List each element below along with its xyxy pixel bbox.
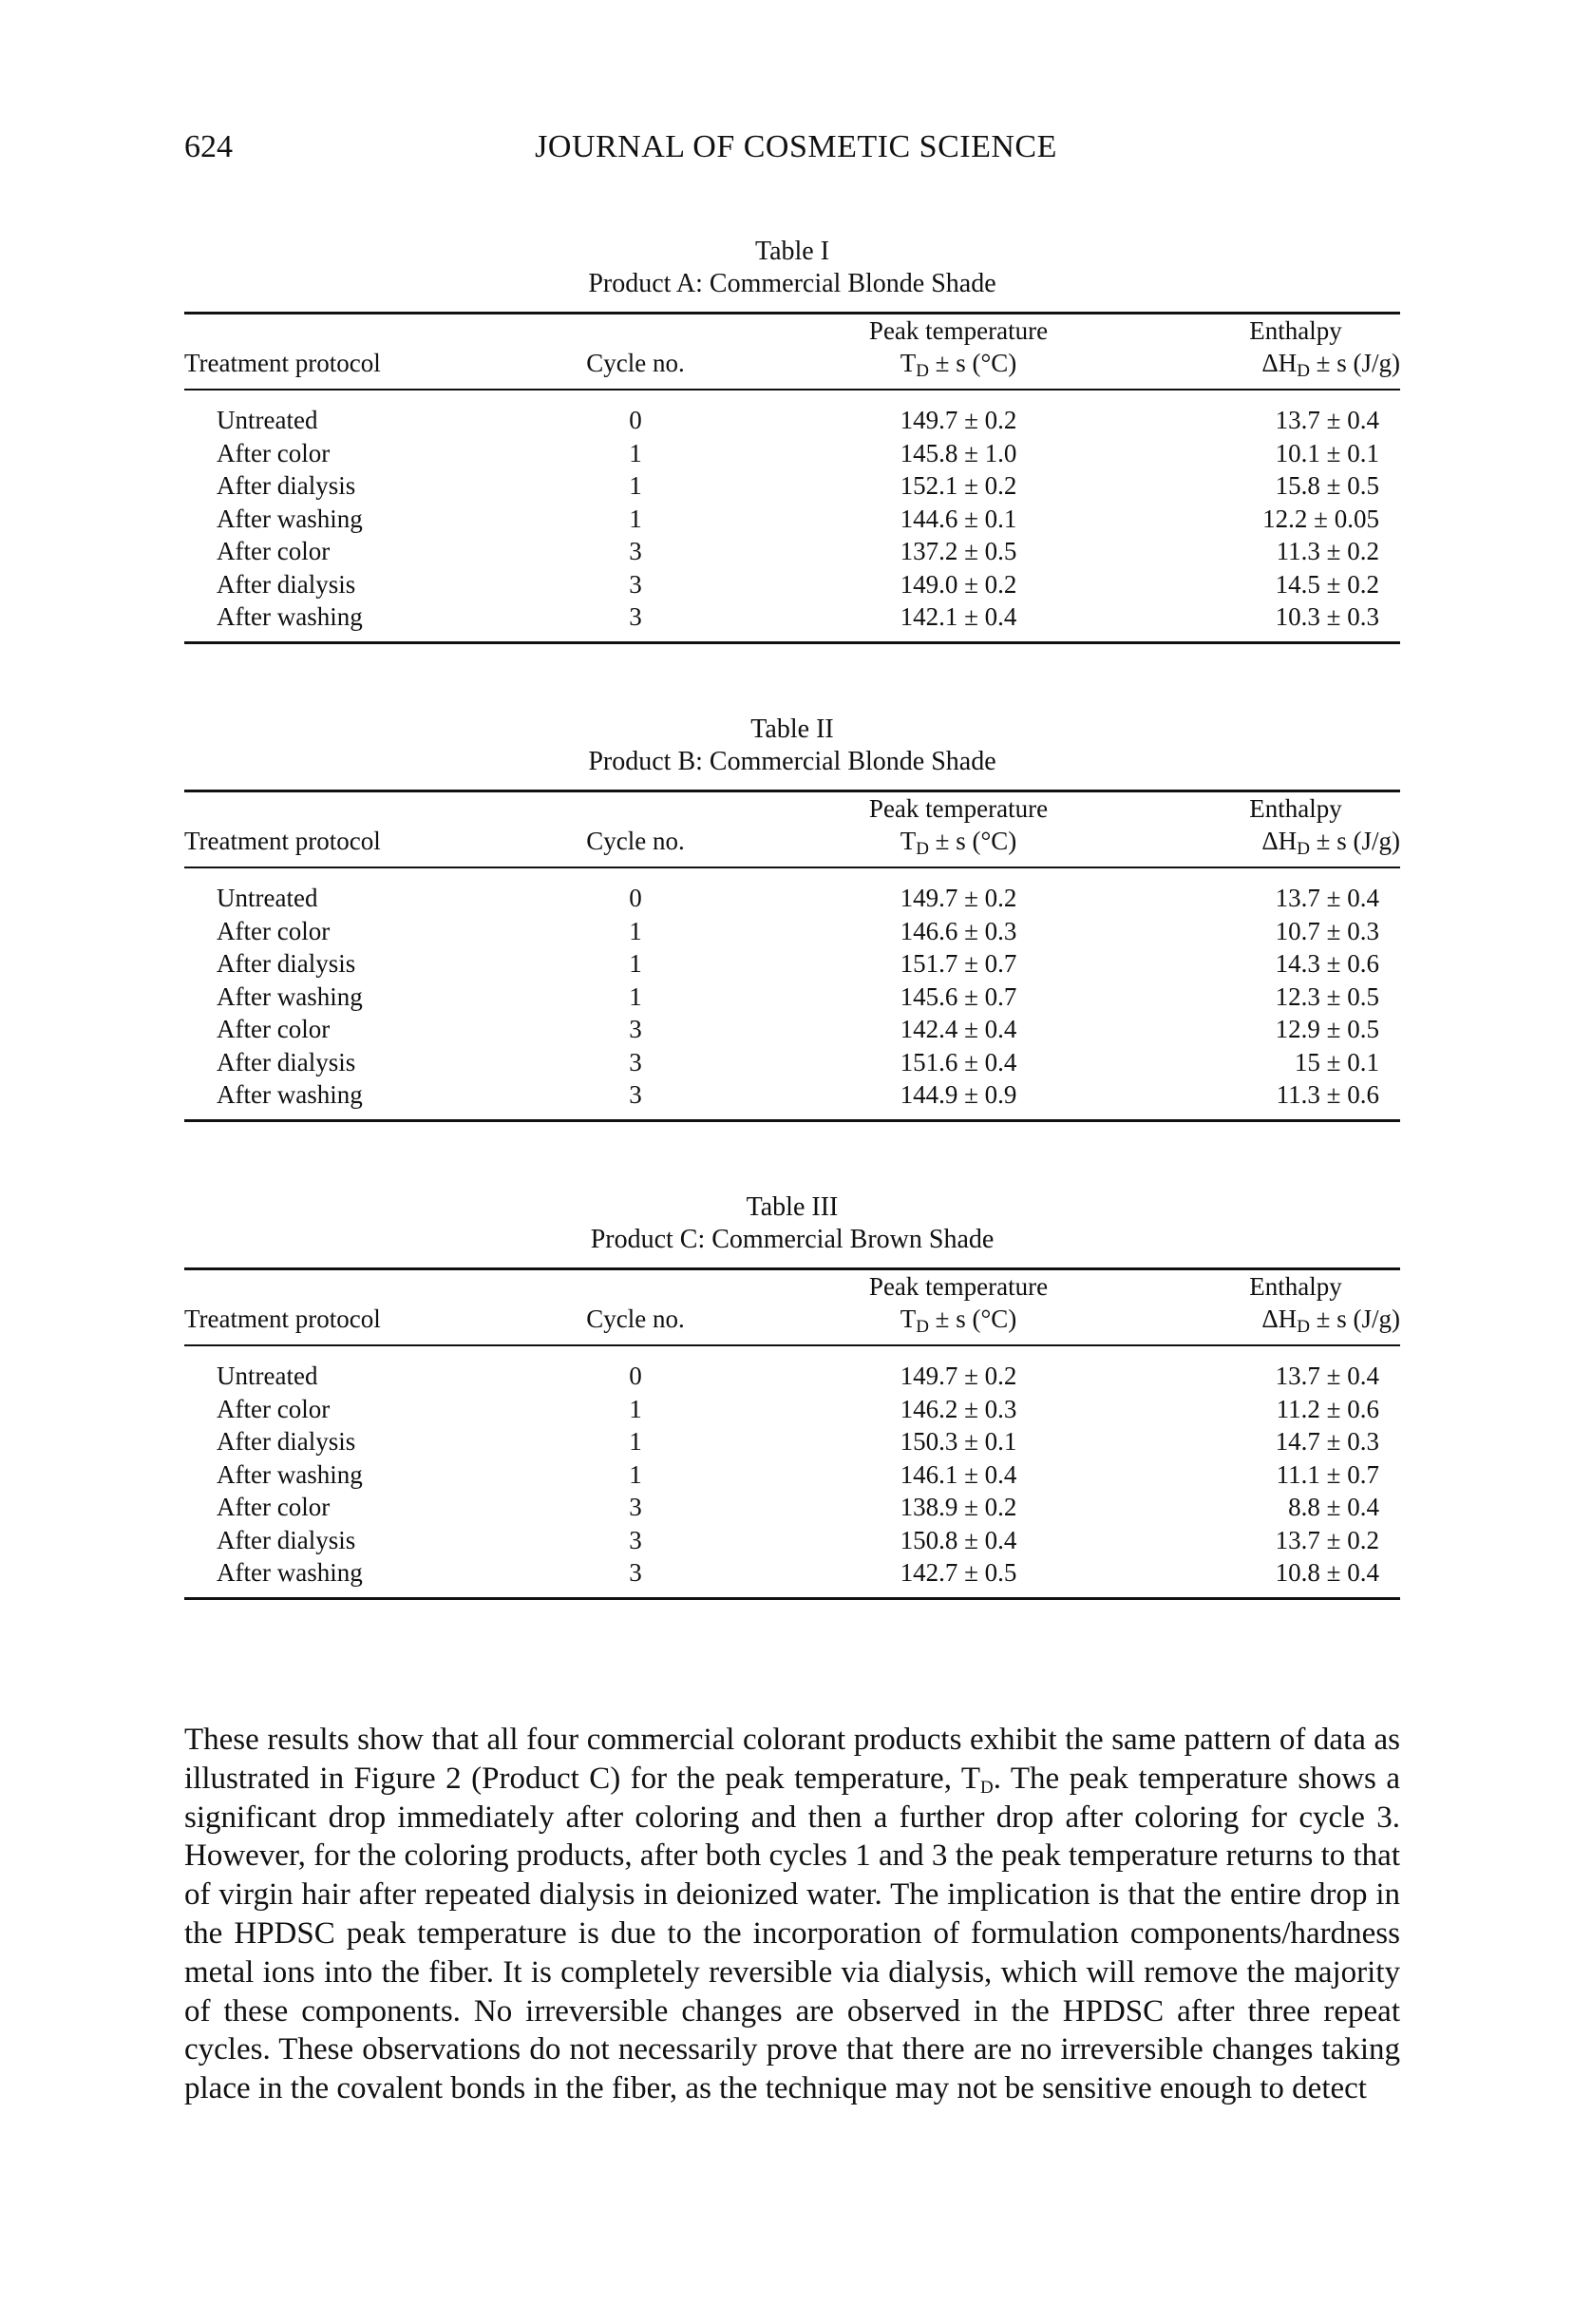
unit: ± s (J/g) — [1309, 349, 1400, 377]
table-row — [184, 437, 1400, 470]
cell-peak-temperature: 150.8 ± 0.4 — [900, 1525, 1017, 1554]
table-header — [184, 1270, 1400, 1344]
cell-protocol: After washing — [217, 602, 363, 631]
cell-enthalpy: 12.2 ± 0.05 — [1262, 504, 1379, 533]
col-header-protocol: Treatment protocol — [184, 827, 381, 855]
cell-cycle: 3 — [629, 1525, 642, 1554]
cell-protocol: After color — [217, 1493, 331, 1521]
cell-cycle: 1 — [629, 438, 642, 467]
cell-enthalpy: 12.3 ± 0.5 — [1275, 981, 1379, 1011]
cell-protocol: After dialysis — [217, 569, 356, 599]
table-row — [184, 1360, 1400, 1393]
cell-protocol: After dialysis — [217, 471, 356, 500]
symbol: ΔH — [1261, 349, 1298, 377]
cell-cycle: 3 — [629, 569, 642, 599]
table-row — [184, 1078, 1400, 1112]
cell-enthalpy: 12.9 ± 0.5 — [1275, 1015, 1379, 1043]
col-header-enthalpy-unit — [1261, 349, 1400, 381]
cell-cycle: 1 — [629, 1394, 642, 1423]
cell-peak-temperature: 146.6 ± 0.3 — [900, 916, 1017, 945]
cell-peak-temperature: 149.7 ± 0.2 — [900, 406, 1017, 434]
cell-peak-temperature: 144.9 ± 0.9 — [900, 1080, 1017, 1109]
cell-protocol: After washing — [217, 1080, 363, 1109]
cell-protocol: Untreated — [217, 884, 318, 912]
cell-cycle: 1 — [629, 1459, 642, 1489]
cell-protocol: After color — [217, 916, 331, 945]
cell-peak-temperature: 144.6 ± 0.1 — [900, 504, 1017, 533]
col-header-cycle: Cycle no. — [586, 1305, 685, 1333]
data-table — [184, 714, 1400, 1122]
table-row — [184, 1393, 1400, 1426]
cell-cycle: 3 — [629, 537, 642, 565]
cell-enthalpy: 10.1 ± 0.1 — [1275, 438, 1379, 467]
cell-cycle: 0 — [629, 406, 642, 434]
cell-peak-temperature: 146.1 ± 0.4 — [900, 1459, 1017, 1489]
cell-peak-temperature: 145.8 ± 1.0 — [900, 438, 1017, 467]
page-number: 624 — [184, 129, 233, 164]
running-header: JOURNAL OF COSMETIC SCIENCE — [535, 129, 1057, 164]
cell-protocol: After color — [217, 537, 331, 565]
data-table — [184, 1191, 1400, 1600]
cell-peak-temperature: 152.1 ± 0.2 — [900, 471, 1017, 500]
cell-peak-temperature: 142.4 ± 0.4 — [900, 1015, 1017, 1043]
col-header-cycle: Cycle no. — [586, 349, 685, 377]
col-header-enthalpy-unit — [1261, 827, 1400, 859]
symbol: T — [900, 827, 917, 855]
cell-protocol: After dialysis — [217, 949, 356, 978]
unit: ± s (°C) — [928, 349, 1017, 377]
cell-cycle: 3 — [629, 1080, 642, 1109]
cell-peak-temperature: 137.2 ± 0.5 — [900, 537, 1017, 565]
cell-protocol: Untreated — [217, 406, 318, 434]
table-row — [184, 1425, 1400, 1458]
cell-cycle: 3 — [629, 1015, 642, 1043]
body-text: These results show that all four commercial colorant products exhibit the same pattern of data as illustrated in Figure 2 (Product C) for the peak temperature, T — [184, 1723, 1400, 1796]
cell-enthalpy: 8.8 ± 0.4 — [1288, 1493, 1379, 1521]
cell-cycle: 1 — [629, 916, 642, 945]
data-table — [184, 236, 1400, 644]
table-row — [184, 535, 1400, 568]
symbol: T — [900, 1305, 917, 1333]
cell-protocol: Untreated — [217, 1362, 318, 1390]
cell-cycle: 1 — [629, 471, 642, 500]
col-header-enthalpy: Enthalpy — [1249, 794, 1342, 823]
cell-peak-temperature: 142.1 ± 0.4 — [900, 602, 1017, 631]
cell-enthalpy: 11.2 ± 0.6 — [1276, 1394, 1379, 1423]
table-subtitle: Product B: Commercial Blonde Shade — [588, 747, 996, 776]
cell-protocol: After washing — [217, 1558, 363, 1587]
subscript: D — [1297, 1317, 1310, 1337]
cell-enthalpy: 11.3 ± 0.2 — [1276, 537, 1379, 565]
table-row — [184, 882, 1400, 915]
cell-protocol: After dialysis — [217, 1525, 356, 1554]
table-header — [184, 792, 1400, 867]
cell-cycle: 0 — [629, 1362, 642, 1390]
table-row — [184, 600, 1400, 634]
symbol: ΔH — [1261, 1305, 1298, 1333]
col-header-enthalpy: Enthalpy — [1249, 1272, 1342, 1301]
subscript: D — [1297, 839, 1310, 859]
col-header-peak-unit — [840, 349, 1077, 381]
table-row — [184, 503, 1400, 536]
cell-cycle: 1 — [629, 504, 642, 533]
subscript: D — [916, 839, 929, 859]
cell-peak-temperature: 145.6 ± 0.7 — [900, 981, 1017, 1011]
table-row — [184, 947, 1400, 981]
table-bottom-rule — [184, 641, 1400, 644]
col-header-peak: Peak temperature — [868, 794, 1049, 823]
cell-enthalpy: 14.5 ± 0.2 — [1275, 569, 1379, 599]
col-header-enthalpy: Enthalpy — [1249, 316, 1342, 345]
cell-protocol: After washing — [217, 981, 363, 1011]
subscript: D — [916, 361, 929, 381]
col-header-protocol: Treatment protocol — [184, 349, 381, 377]
cell-enthalpy: 11.1 ± 0.7 — [1276, 1459, 1379, 1489]
table-bottom-rule — [184, 1119, 1400, 1122]
cell-enthalpy: 10.7 ± 0.3 — [1275, 916, 1379, 945]
cell-enthalpy: 11.3 ± 0.6 — [1276, 1080, 1379, 1109]
table-bottom-rule — [184, 1597, 1400, 1600]
cell-enthalpy: 10.8 ± 0.4 — [1275, 1558, 1379, 1587]
cell-peak-temperature: 138.9 ± 0.2 — [900, 1493, 1017, 1521]
cell-cycle: 3 — [629, 1558, 642, 1587]
table-row — [184, 1556, 1400, 1590]
col-header-peak: Peak temperature — [868, 316, 1049, 345]
subscript: D — [979, 1777, 994, 1798]
col-header-cycle: Cycle no. — [586, 827, 685, 855]
cell-cycle: 1 — [629, 949, 642, 978]
col-header-peak-unit — [840, 1305, 1077, 1337]
cell-cycle: 3 — [629, 602, 642, 631]
col-header-peak-unit — [840, 827, 1077, 859]
cell-cycle: 1 — [629, 981, 642, 1011]
cell-enthalpy: 13.7 ± 0.4 — [1275, 884, 1379, 912]
cell-peak-temperature: 142.7 ± 0.5 — [900, 1558, 1017, 1587]
cell-enthalpy: 14.7 ± 0.3 — [1275, 1427, 1379, 1456]
cell-enthalpy: 15.8 ± 0.5 — [1275, 471, 1379, 500]
col-header-protocol: Treatment protocol — [184, 1305, 381, 1333]
cell-cycle: 1 — [629, 1427, 642, 1456]
table-row — [184, 1013, 1400, 1046]
symbol: ΔH — [1261, 827, 1298, 855]
table-title: Table I — [754, 237, 830, 266]
table-title: Table II — [750, 714, 834, 744]
cell-peak-temperature: 149.7 ± 0.2 — [900, 1362, 1017, 1390]
subscript: D — [1297, 361, 1310, 381]
cell-peak-temperature: 149.0 ± 0.2 — [900, 569, 1017, 599]
body-text: . The peak temperature shows a significant drop immediately after coloring and then a further drop after coloring for cycle 3. However, for the coloring products, after both cycles 1 and 3 the peak temperature returns to that of virgin hair after repeated dialysis in deionized water. The implication is that the entire drop in the HPDSC peak temperature is due to the incorporation of formulation components/hardness metal ions into the fiber. It is completely reversible via dialysis, which will remove the majority of these components. No irreversible changes are observed in the HPDSC after three repeat cycles. These observations do not necessarily prove that there are no irreversible changes taking place in the covalent bonds in the fiber, as the technique may not be sensitive enough to detect — [184, 1761, 1400, 2106]
table-row — [184, 1491, 1400, 1524]
cell-enthalpy: 13.7 ± 0.4 — [1275, 406, 1379, 434]
cell-enthalpy: 13.7 ± 0.2 — [1275, 1525, 1379, 1554]
cell-protocol: After dialysis — [217, 1427, 356, 1456]
unit: ± s (°C) — [928, 1305, 1017, 1333]
cell-enthalpy: 10.3 ± 0.3 — [1275, 602, 1379, 631]
cell-enthalpy: 14.3 ± 0.6 — [1275, 949, 1379, 978]
cell-peak-temperature: 146.2 ± 0.3 — [900, 1394, 1017, 1423]
cell-enthalpy: 13.7 ± 0.4 — [1275, 1362, 1379, 1390]
table-row — [184, 1524, 1400, 1557]
table-row — [184, 469, 1400, 503]
cell-protocol: After color — [217, 438, 331, 467]
cell-protocol: After color — [217, 1394, 331, 1423]
cell-enthalpy: 15 ± 0.1 — [1294, 1047, 1379, 1076]
table-row — [184, 915, 1400, 948]
unit: ± s (J/g) — [1309, 827, 1400, 855]
cell-cycle: 0 — [629, 884, 642, 912]
body-paragraph — [184, 1721, 1400, 2108]
table-row — [184, 981, 1400, 1014]
table-row — [184, 568, 1400, 601]
table-title: Table III — [746, 1192, 839, 1222]
cell-protocol: After washing — [217, 1459, 363, 1489]
cell-peak-temperature: 150.3 ± 0.1 — [900, 1427, 1017, 1456]
cell-peak-temperature: 151.6 ± 0.4 — [900, 1047, 1017, 1076]
cell-cycle: 3 — [629, 1493, 642, 1521]
cell-protocol: After dialysis — [217, 1047, 356, 1076]
symbol: T — [900, 349, 917, 377]
col-header-enthalpy-unit — [1261, 1305, 1400, 1337]
unit: ± s (°C) — [928, 827, 1017, 855]
cell-cycle: 3 — [629, 1047, 642, 1076]
table-row — [184, 404, 1400, 437]
table-row — [184, 1046, 1400, 1079]
cell-peak-temperature: 149.7 ± 0.2 — [900, 884, 1017, 912]
table-subtitle: Product C: Commercial Brown Shade — [590, 1225, 995, 1254]
table-header — [184, 314, 1400, 389]
subscript: D — [916, 1317, 929, 1337]
cell-peak-temperature: 151.7 ± 0.7 — [900, 949, 1017, 978]
table-subtitle: Product A: Commercial Blonde Shade — [588, 269, 996, 298]
cell-protocol: After washing — [217, 504, 363, 533]
table-row — [184, 1458, 1400, 1492]
cell-protocol: After color — [217, 1015, 331, 1043]
unit: ± s (J/g) — [1309, 1305, 1400, 1333]
col-header-peak: Peak temperature — [868, 1272, 1049, 1301]
